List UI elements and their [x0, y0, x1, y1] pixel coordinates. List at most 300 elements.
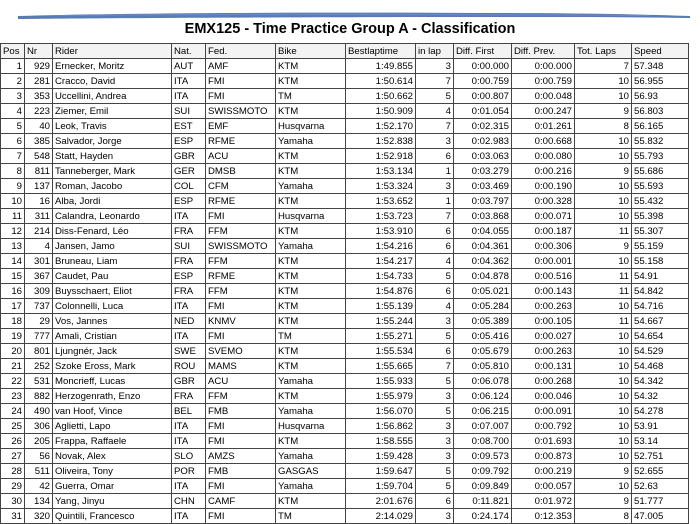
cell-nat: ESP [172, 194, 206, 209]
cell-bike: KTM [276, 494, 346, 509]
cell-pos: 11 [1, 209, 25, 224]
cell-bike: KTM [276, 74, 346, 89]
cell-bestlaptime: 2:14.029 [346, 509, 416, 524]
cell-speed: 55.307 [632, 224, 689, 239]
cell-bestlaptime: 1:56.070 [346, 404, 416, 419]
cell-diff-prev: 0:00.057 [512, 479, 575, 494]
cell-speed: 54.654 [632, 329, 689, 344]
column-header-tot-laps: Tot. Laps [575, 44, 632, 59]
cell-bike: KTM [276, 299, 346, 314]
table-row [1, 404, 689, 419]
cell-diff-prev: 0:00.000 [512, 59, 575, 74]
cell-nr: 490 [25, 404, 53, 419]
cell-speed: 47.005 [632, 509, 689, 524]
cell-rider: Ziemer, Emil [53, 104, 172, 119]
table-row [1, 59, 689, 74]
cell-nr: 301 [25, 254, 53, 269]
cell-speed: 55.158 [632, 254, 689, 269]
cell-speed: 55.593 [632, 179, 689, 194]
cell-tot-laps: 10 [575, 434, 632, 449]
table-row [1, 74, 689, 89]
cell-fed: FMB [206, 464, 276, 479]
cell-diff-prev: 0:00.046 [512, 389, 575, 404]
cell-tot-laps: 11 [575, 269, 632, 284]
cell-diff-prev: 0:00.263 [512, 344, 575, 359]
cell-rider: Statt, Hayden [53, 149, 172, 164]
cell-speed: 55.686 [632, 164, 689, 179]
cell-pos: 28 [1, 464, 25, 479]
table-row [1, 239, 689, 254]
cell-diff-first: 0:00.759 [454, 74, 512, 89]
cell-nat: EST [172, 119, 206, 134]
cell-tot-laps: 10 [575, 479, 632, 494]
cell-bestlaptime: 1:56.862 [346, 419, 416, 434]
cell-nr: 223 [25, 104, 53, 119]
cell-speed: 54.32 [632, 389, 689, 404]
cell-in-lap: 6 [416, 224, 454, 239]
table-row [1, 344, 689, 359]
cell-bike: KTM [276, 224, 346, 239]
cell-pos: 27 [1, 449, 25, 464]
cell-rider: Cracco, David [53, 74, 172, 89]
cell-pos: 7 [1, 149, 25, 164]
cell-bike: Husqvarna [276, 119, 346, 134]
cell-in-lap: 3 [416, 59, 454, 74]
cell-diff-first: 0:24.174 [454, 509, 512, 524]
cell-fed: FMI [206, 329, 276, 344]
cell-tot-laps: 10 [575, 359, 632, 374]
cell-in-lap: 6 [416, 239, 454, 254]
table-row [1, 449, 689, 464]
cell-diff-first: 0:03.063 [454, 149, 512, 164]
cell-in-lap: 5 [416, 464, 454, 479]
cell-rider: Herzogenrath, Enzo [53, 389, 172, 404]
cell-nr: 311 [25, 209, 53, 224]
cell-bestlaptime: 1:53.134 [346, 164, 416, 179]
cell-fed: FMI [206, 434, 276, 449]
cell-speed: 54.842 [632, 284, 689, 299]
cell-in-lap: 5 [416, 329, 454, 344]
cell-fed: FMI [206, 209, 276, 224]
cell-bestlaptime: 1:55.665 [346, 359, 416, 374]
cell-bike: Husqvarna [276, 209, 346, 224]
cell-diff-first: 0:09.573 [454, 449, 512, 464]
table-row [1, 284, 689, 299]
cell-nat: FRA [172, 224, 206, 239]
cell-pos: 3 [1, 89, 25, 104]
table-row [1, 434, 689, 449]
cell-in-lap: 3 [416, 434, 454, 449]
table-row [1, 224, 689, 239]
cell-diff-first: 0:09.849 [454, 479, 512, 494]
cell-diff-prev: 0:00.328 [512, 194, 575, 209]
cell-diff-prev: 0:12.353 [512, 509, 575, 524]
cell-pos: 12 [1, 224, 25, 239]
cell-nr: 4 [25, 239, 53, 254]
cell-fed: FFM [206, 389, 276, 404]
cell-rider: Calandra, Leonardo [53, 209, 172, 224]
cell-speed: 53.91 [632, 419, 689, 434]
cell-tot-laps: 10 [575, 449, 632, 464]
cell-tot-laps: 10 [575, 374, 632, 389]
cell-bestlaptime: 1:54.876 [346, 284, 416, 299]
cell-diff-prev: 0:00.091 [512, 404, 575, 419]
cell-pos: 5 [1, 119, 25, 134]
cell-nat: ESP [172, 269, 206, 284]
page-title: EMX125 - Time Practice Group A - Classification [184, 21, 516, 37]
cell-speed: 52.655 [632, 464, 689, 479]
cell-tot-laps: 10 [575, 329, 632, 344]
cell-fed: FFM [206, 224, 276, 239]
cell-fed: DMSB [206, 164, 276, 179]
table-row [1, 464, 689, 479]
cell-nat: GBR [172, 149, 206, 164]
cell-fed: CFM [206, 179, 276, 194]
cell-nr: 252 [25, 359, 53, 374]
cell-nr: 40 [25, 119, 53, 134]
cell-tot-laps: 10 [575, 179, 632, 194]
cell-pos: 19 [1, 329, 25, 344]
cell-nat: FRA [172, 389, 206, 404]
cell-in-lap: 6 [416, 344, 454, 359]
table-row [1, 209, 689, 224]
cell-nr: 42 [25, 479, 53, 494]
cell-diff-first: 0:05.810 [454, 359, 512, 374]
cell-diff-first: 0:03.868 [454, 209, 512, 224]
cell-rider: Oliveira, Tony [53, 464, 172, 479]
cell-in-lap: 3 [416, 449, 454, 464]
cell-diff-first: 0:00.000 [454, 59, 512, 74]
cell-rider: Roman, Jacobo [53, 179, 172, 194]
cell-fed: SWISSMOTO [206, 104, 276, 119]
cell-pos: 9 [1, 179, 25, 194]
column-header-diff-first: Diff. First [454, 44, 512, 59]
cell-diff-first: 0:06.124 [454, 389, 512, 404]
cell-bestlaptime: 1:58.555 [346, 434, 416, 449]
cell-diff-first: 0:01.054 [454, 104, 512, 119]
cell-speed: 52.63 [632, 479, 689, 494]
column-header-rider: Rider [53, 44, 172, 59]
cell-speed: 56.93 [632, 89, 689, 104]
table-row [1, 194, 689, 209]
cell-in-lap: 5 [416, 404, 454, 419]
cell-nr: 214 [25, 224, 53, 239]
cell-rider: Vos, Jannes [53, 314, 172, 329]
cell-in-lap: 6 [416, 284, 454, 299]
cell-speed: 55.432 [632, 194, 689, 209]
cell-rider: Jansen, Jamo [53, 239, 172, 254]
cell-bike: Husqvarna [276, 419, 346, 434]
cell-in-lap: 5 [416, 374, 454, 389]
cell-tot-laps: 7 [575, 59, 632, 74]
cell-speed: 55.159 [632, 239, 689, 254]
cell-diff-first: 0:02.983 [454, 134, 512, 149]
cell-bike: KTM [276, 269, 346, 284]
cell-bestlaptime: 1:54.217 [346, 254, 416, 269]
cell-speed: 54.667 [632, 314, 689, 329]
cell-in-lap: 4 [416, 299, 454, 314]
cell-tot-laps: 10 [575, 134, 632, 149]
cell-tot-laps: 10 [575, 89, 632, 104]
cell-in-lap: 6 [416, 494, 454, 509]
cell-fed: FMB [206, 404, 276, 419]
cell-bike: Yamaha [276, 374, 346, 389]
cell-fed: FFM [206, 284, 276, 299]
cell-speed: 53.14 [632, 434, 689, 449]
cell-diff-first: 0:09.792 [454, 464, 512, 479]
cell-rider: Novak, Alex [53, 449, 172, 464]
cell-tot-laps: 10 [575, 209, 632, 224]
cell-speed: 55.793 [632, 149, 689, 164]
cell-bestlaptime: 1:55.271 [346, 329, 416, 344]
cell-rider: Alba, Jordi [53, 194, 172, 209]
cell-diff-first: 0:07.007 [454, 419, 512, 434]
table-row [1, 494, 689, 509]
cell-fed: AMZS [206, 449, 276, 464]
cell-diff-first: 0:03.469 [454, 179, 512, 194]
cell-pos: 15 [1, 269, 25, 284]
cell-diff-first: 0:05.284 [454, 299, 512, 314]
cell-pos: 29 [1, 479, 25, 494]
cell-pos: 22 [1, 374, 25, 389]
cell-diff-first: 0:04.055 [454, 224, 512, 239]
cell-diff-prev: 0:00.216 [512, 164, 575, 179]
cell-in-lap: 3 [416, 179, 454, 194]
cell-speed: 52.751 [632, 449, 689, 464]
column-header-in-lap: in lap [416, 44, 454, 59]
cell-nat: ROU [172, 359, 206, 374]
cell-tot-laps: 11 [575, 224, 632, 239]
cell-pos: 23 [1, 389, 25, 404]
cell-nr: 281 [25, 74, 53, 89]
table-row [1, 149, 689, 164]
cell-bestlaptime: 1:59.428 [346, 449, 416, 464]
cell-nat: GBR [172, 374, 206, 389]
cell-bestlaptime: 1:49.855 [346, 59, 416, 74]
cell-bestlaptime: 1:53.910 [346, 224, 416, 239]
cell-pos: 17 [1, 299, 25, 314]
cell-diff-first: 0:05.416 [454, 329, 512, 344]
cell-bike: KTM [276, 344, 346, 359]
cell-pos: 21 [1, 359, 25, 374]
table-row [1, 179, 689, 194]
cell-in-lap: 1 [416, 164, 454, 179]
column-header-bestlaptime: Bestlaptime [346, 44, 416, 59]
cell-diff-prev: 0:00.143 [512, 284, 575, 299]
cell-nat: ITA [172, 479, 206, 494]
cell-fed: FMI [206, 74, 276, 89]
cell-tot-laps: 10 [575, 419, 632, 434]
cell-in-lap: 3 [416, 419, 454, 434]
cell-speed: 54.468 [632, 359, 689, 374]
cell-rider: Buysschaert, Eliot [53, 284, 172, 299]
cell-diff-prev: 0:00.001 [512, 254, 575, 269]
table-row [1, 134, 689, 149]
cell-diff-prev: 0:00.080 [512, 149, 575, 164]
cell-rider: Uccellini, Andrea [53, 89, 172, 104]
cell-tot-laps: 10 [575, 344, 632, 359]
cell-tot-laps: 8 [575, 119, 632, 134]
cell-rider: Diss-Fenard, Léo [53, 224, 172, 239]
table-header [1, 44, 689, 59]
cell-nr: 811 [25, 164, 53, 179]
cell-diff-prev: 0:00.516 [512, 269, 575, 284]
cell-pos: 6 [1, 134, 25, 149]
cell-pos: 16 [1, 284, 25, 299]
cell-fed: EMF [206, 119, 276, 134]
table-row [1, 479, 689, 494]
cell-bike: KTM [276, 284, 346, 299]
cell-bestlaptime: 1:59.704 [346, 479, 416, 494]
cell-rider: Amali, Cristian [53, 329, 172, 344]
cell-bike: Yamaha [276, 449, 346, 464]
cell-nr: 56 [25, 449, 53, 464]
table-row [1, 164, 689, 179]
cell-diff-first: 0:05.021 [454, 284, 512, 299]
cell-fed: FMI [206, 479, 276, 494]
cell-rider: Tanneberger, Mark [53, 164, 172, 179]
cell-nr: 882 [25, 389, 53, 404]
cell-nat: SUI [172, 239, 206, 254]
column-header-pos: Pos [1, 44, 25, 59]
cell-diff-prev: 0:00.027 [512, 329, 575, 344]
cell-rider: Quintili, Francesco [53, 509, 172, 524]
cell-diff-prev: 0:00.759 [512, 74, 575, 89]
cell-pos: 24 [1, 404, 25, 419]
cell-fed: SVEMO [206, 344, 276, 359]
cell-bestlaptime: 1:52.170 [346, 119, 416, 134]
header-row [1, 44, 689, 59]
cell-diff-prev: 0:00.187 [512, 224, 575, 239]
table-row [1, 299, 689, 314]
cell-bestlaptime: 1:55.139 [346, 299, 416, 314]
cell-in-lap: 3 [416, 389, 454, 404]
cell-diff-prev: 0:00.873 [512, 449, 575, 464]
cell-pos: 20 [1, 344, 25, 359]
cell-in-lap: 5 [416, 89, 454, 104]
cell-diff-prev: 0:00.263 [512, 299, 575, 314]
cell-diff-prev: 0:01.972 [512, 494, 575, 509]
cell-speed: 56.803 [632, 104, 689, 119]
cell-speed: 57.348 [632, 59, 689, 74]
cell-tot-laps: 9 [575, 239, 632, 254]
cell-diff-first: 0:00.807 [454, 89, 512, 104]
cell-tot-laps: 10 [575, 389, 632, 404]
cell-rider: Frappa, Raffaele [53, 434, 172, 449]
table-body [1, 59, 689, 524]
cell-bike: Yamaha [276, 404, 346, 419]
cell-rider: Salvador, Jorge [53, 134, 172, 149]
cell-speed: 55.832 [632, 134, 689, 149]
cell-rider: Ernecker, Moritz [53, 59, 172, 74]
cell-nat: GER [172, 164, 206, 179]
cell-bike: KTM [276, 434, 346, 449]
cell-nr: 801 [25, 344, 53, 359]
cell-pos: 30 [1, 494, 25, 509]
cell-pos: 10 [1, 194, 25, 209]
cell-nat: ITA [172, 509, 206, 524]
cell-diff-first: 0:04.362 [454, 254, 512, 269]
cell-nat: ITA [172, 329, 206, 344]
cell-nat: COL [172, 179, 206, 194]
cell-nr: 353 [25, 89, 53, 104]
cell-bike: KTM [276, 194, 346, 209]
table-row [1, 89, 689, 104]
cell-bike: Yamaha [276, 239, 346, 254]
cell-nr: 548 [25, 149, 53, 164]
cell-speed: 54.716 [632, 299, 689, 314]
cell-diff-first: 0:03.797 [454, 194, 512, 209]
cell-in-lap: 7 [416, 209, 454, 224]
cell-fed: FMI [206, 509, 276, 524]
cell-bike: KTM [276, 104, 346, 119]
cell-nat: BEL [172, 404, 206, 419]
cell-bestlaptime: 1:53.652 [346, 194, 416, 209]
table-row [1, 254, 689, 269]
cell-pos: 1 [1, 59, 25, 74]
cell-bestlaptime: 1:55.534 [346, 344, 416, 359]
table-row [1, 419, 689, 434]
cell-fed: RFME [206, 194, 276, 209]
cell-nr: 737 [25, 299, 53, 314]
cell-tot-laps: 11 [575, 284, 632, 299]
cell-diff-first: 0:06.078 [454, 374, 512, 389]
table-row [1, 269, 689, 284]
cell-diff-prev: 0:00.247 [512, 104, 575, 119]
cell-pos: 26 [1, 434, 25, 449]
cell-tot-laps: 9 [575, 104, 632, 119]
cell-bike: TM [276, 509, 346, 524]
cell-diff-first: 0:05.389 [454, 314, 512, 329]
cell-bike: KTM [276, 359, 346, 374]
cell-in-lap: 3 [416, 509, 454, 524]
cell-rider: Szoke Eross, Mark [53, 359, 172, 374]
cell-fed: ACU [206, 149, 276, 164]
cell-tot-laps: 10 [575, 74, 632, 89]
cell-bestlaptime: 1:55.244 [346, 314, 416, 329]
cell-diff-prev: 0:00.131 [512, 359, 575, 374]
cell-in-lap: 6 [416, 149, 454, 164]
table-row [1, 314, 689, 329]
cell-bestlaptime: 1:50.909 [346, 104, 416, 119]
cell-diff-prev: 0:01.693 [512, 434, 575, 449]
cell-bestlaptime: 1:53.723 [346, 209, 416, 224]
column-header-bike: Bike [276, 44, 346, 59]
cell-nat: SUI [172, 104, 206, 119]
column-header-nr: Nr [25, 44, 53, 59]
table-row [1, 374, 689, 389]
cell-speed: 56.165 [632, 119, 689, 134]
cell-bestlaptime: 1:52.918 [346, 149, 416, 164]
cell-tot-laps: 10 [575, 149, 632, 164]
cell-pos: 4 [1, 104, 25, 119]
cell-bestlaptime: 1:50.614 [346, 74, 416, 89]
cell-tot-laps: 10 [575, 299, 632, 314]
cell-bike: GASGAS [276, 464, 346, 479]
cell-in-lap: 5 [416, 269, 454, 284]
cell-nr: 320 [25, 509, 53, 524]
cell-rider: Guerra, Omar [53, 479, 172, 494]
cell-bike: KTM [276, 389, 346, 404]
cell-nat: NED [172, 314, 206, 329]
cell-bike: Yamaha [276, 179, 346, 194]
cell-bestlaptime: 1:55.979 [346, 389, 416, 404]
cell-diff-prev: 0:00.071 [512, 209, 575, 224]
column-header-diff-prev: Diff. Prev. [512, 44, 575, 59]
cell-bike: KTM [276, 314, 346, 329]
cell-fed: SWISSMOTO [206, 239, 276, 254]
cell-pos: 13 [1, 239, 25, 254]
